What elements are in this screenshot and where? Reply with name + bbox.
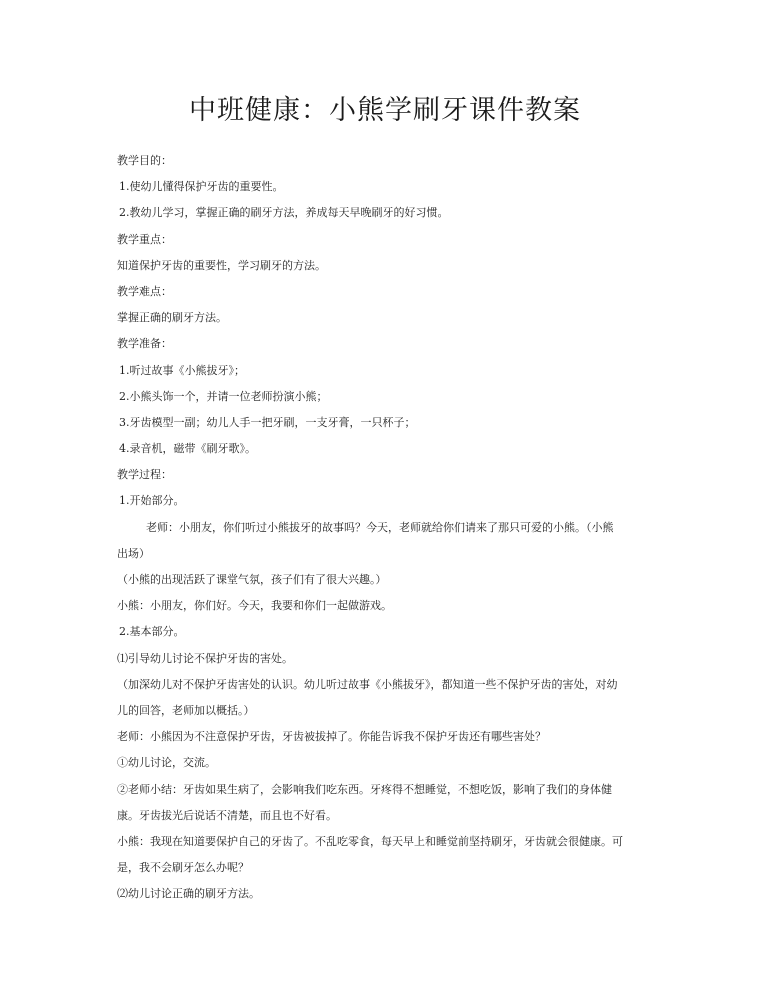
section-heading-goals: 教学目的： <box>117 154 172 167</box>
difficulties-text: 掌握正确的刷牙方法。 <box>117 311 227 325</box>
paragraph-line: 康。牙齿拔光后说话不清楚，而且也不好看。 <box>117 808 337 822</box>
paragraph-line: 小熊：小朋友，你们好。今天，我要和你们一起做游戏。 <box>117 599 392 613</box>
section-heading-key-points: 教学重点： <box>117 232 172 246</box>
section-heading-difficulties: 教学难点： <box>117 284 172 298</box>
paragraph-line: ⑵幼儿讨论正确的刷牙方法。 <box>117 887 260 901</box>
preparation-item-3: 3.牙齿模型一副；幼儿人手一把牙刷，一支牙膏，一只杯子； <box>119 415 416 429</box>
paragraph-line: 出场） <box>117 546 150 560</box>
preparation-item-2: 2.小熊头饰一个，并请一位老师扮演小熊； <box>119 389 328 403</box>
paragraph-line: 老师：小朋友，你们听过小熊拔牙的故事吗？今天，老师就给你们请来了那只可爱的小熊。（小熊 <box>146 520 614 534</box>
paragraph-line: ①幼儿讨论，交流。 <box>117 756 216 770</box>
document-body <box>117 148 657 907</box>
process-step-1: 1.开始部分。 <box>119 494 185 508</box>
goal-item-1: 1.使幼儿懂得保护牙齿的重要性。 <box>119 180 284 194</box>
preparation-item-1: 1.听过故事《小熊拔牙》； <box>119 363 245 377</box>
paragraph-line: ⑴引导幼儿讨论不保护牙齿的害处。 <box>117 651 293 665</box>
paragraph-line: 儿的回答，老师加以概括。） <box>117 703 255 717</box>
paragraph-line: （加深幼儿对不保护牙齿害处的认识。幼儿听过故事《小熊拔牙》，都知道一些不保护牙齿的害处，对幼 <box>117 677 618 691</box>
goal-item-2: 2.教幼儿学习，掌握正确的刷牙方法，养成每天早晚刷牙的好习惯。 <box>119 206 449 220</box>
document-title: 中班健康：小熊学刷牙课件教案 <box>189 95 581 126</box>
section-heading-process: 教学过程： <box>117 468 172 482</box>
paragraph-line: 小熊：我现在知道要保护自己的牙齿了。不乱吃零食，每天早上和睡觉前坚持刷牙，牙齿就会很健康。可 <box>117 834 623 848</box>
preparation-item-4: 4.录音机，磁带《刷牙歌》。 <box>119 442 256 456</box>
paragraph-line: （小熊的出现活跃了课堂气氛，孩子们有了很大兴趣。） <box>117 573 387 586</box>
process-step-2: 2.基本部分。 <box>119 625 185 639</box>
key-points-text: 知道保护牙齿的重要性，学习刷牙的方法。 <box>117 258 326 272</box>
paragraph-line: ②老师小结：牙齿如果生病了，会影响我们吃东西。牙疼得不想睡觉，不想吃饭，影响了我们的身体健 <box>117 782 612 796</box>
paragraph-line: 老师：小熊因为不注意保护牙齿，牙齿被拔掉了。你能告诉我不保护牙齿还有哪些害处？ <box>117 730 546 744</box>
section-heading-preparation: 教学准备： <box>117 337 172 351</box>
paragraph-line: 是，我不会刷牙怎么办呢？ <box>117 861 249 875</box>
